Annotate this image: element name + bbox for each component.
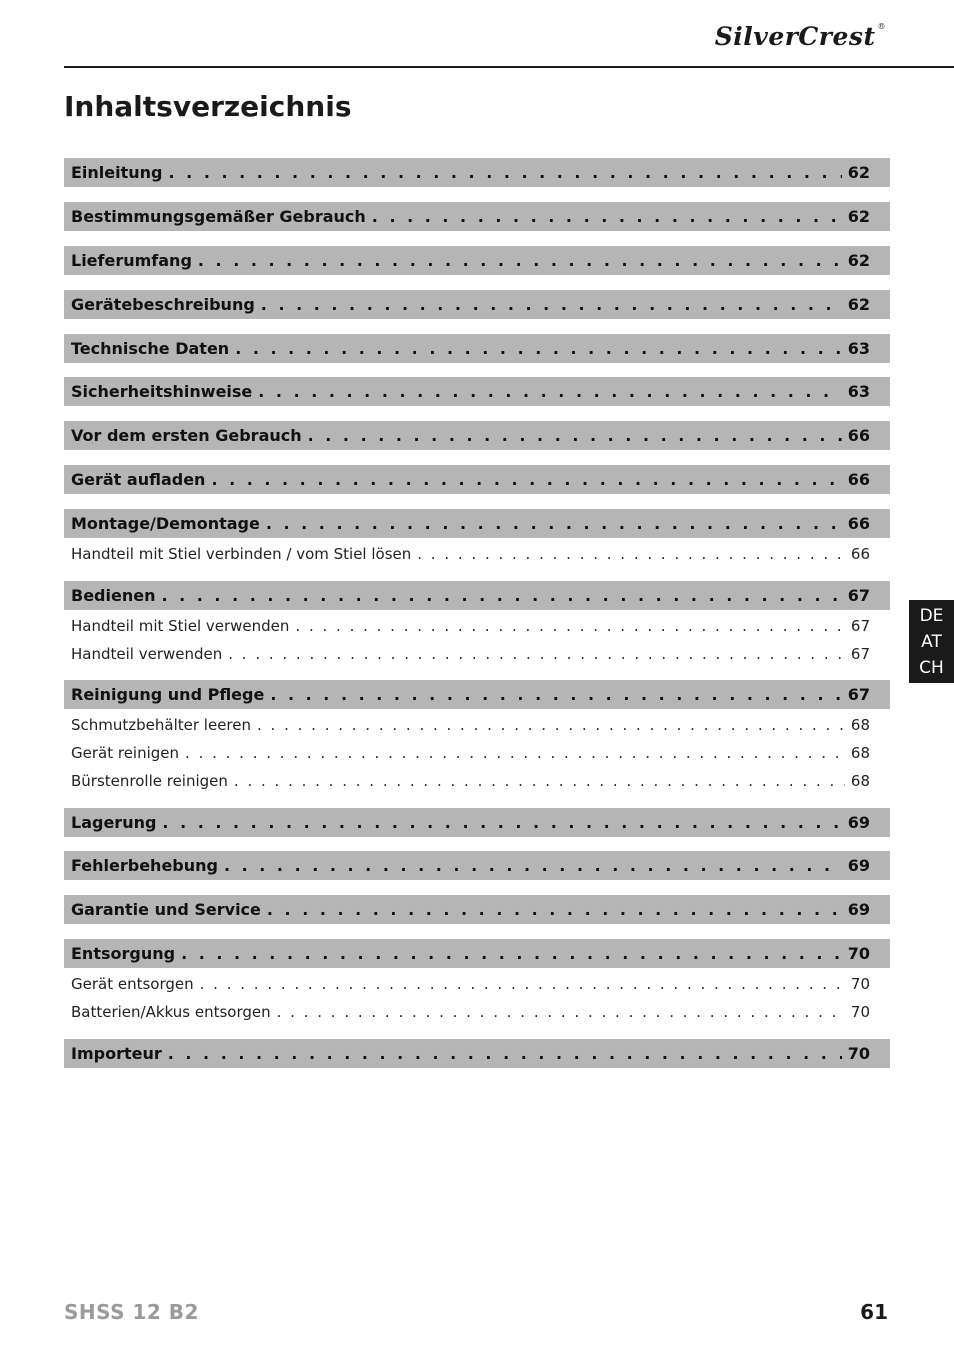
language-at: AT: [921, 631, 942, 652]
toc-section-row: [64, 158, 890, 187]
toc-section-row: [64, 939, 890, 968]
toc-entry-page: 68: [850, 744, 870, 762]
toc-entry-title: Bürstenrolle reinigen: [71, 772, 228, 790]
toc-entry-page: 67: [847, 685, 870, 704]
header-rule: [64, 66, 954, 68]
toc-subsection-row: [64, 769, 890, 793]
toc-leader-dots: [308, 426, 842, 445]
toc-entry-page: 66: [850, 545, 870, 563]
toc-leader-dots: [261, 295, 842, 314]
toc-leader-dots: [258, 382, 841, 401]
toc-leader-dots: [266, 514, 842, 533]
toc-entry-title: Gerät reinigen: [71, 744, 180, 762]
toc-entry-title: Garantie und Service: [71, 900, 261, 919]
toc-entry-page: 67: [850, 645, 870, 663]
toc-entry-page: 70: [850, 975, 870, 993]
toc-entry-title: Entsorgung: [71, 944, 176, 963]
toc-entry-title: Gerätebeschreibung: [71, 295, 255, 314]
toc-section-row: [64, 808, 890, 837]
toc-entry-title: Technische Daten: [71, 339, 230, 358]
toc-entry-page: 66: [847, 514, 870, 533]
toc-section-row: [64, 581, 890, 610]
toc-leader-dots: [235, 339, 842, 358]
toc-entry-title: Importeur: [71, 1044, 162, 1063]
toc-entry-title: Vor dem ersten Gebrauch: [71, 426, 302, 445]
toc-subsection-row: [64, 713, 890, 737]
toc-leader-dots: [211, 470, 841, 489]
toc-entry-title: Handteil mit Stiel verbinden / vom Stiel lösen: [71, 545, 412, 563]
toc-leader-dots: [257, 716, 845, 734]
toc-entry-page: 70: [847, 944, 870, 963]
toc-leader-dots: [200, 975, 845, 993]
toc-entry-title: Gerät entsorgen: [71, 975, 194, 993]
registered-mark: ®: [877, 22, 886, 31]
footer-page-number: 61: [860, 1300, 888, 1324]
toc-entry-page: 70: [847, 1044, 870, 1063]
toc-leader-dots: [181, 944, 842, 963]
toc-entry-title: Bestimmungsgemäßer Gebrauch: [71, 207, 366, 226]
toc-entry-page: 66: [847, 426, 870, 445]
toc-leader-dots: [161, 586, 841, 605]
toc-leader-dots: [372, 207, 842, 226]
language-de: DE: [919, 605, 944, 626]
page-title: Inhaltsverzeichnis: [64, 90, 352, 123]
toc-entry-page: 69: [847, 813, 870, 832]
toc-leader-dots: [267, 900, 842, 919]
toc-entry-title: Lieferumfang: [71, 251, 192, 270]
toc-subsection-row: [64, 972, 890, 996]
toc-entry-page: 68: [850, 716, 870, 734]
toc-subsection-row: [64, 741, 890, 765]
toc-leader-dots: [295, 617, 844, 635]
toc-entry-title: Handteil verwenden: [71, 645, 223, 663]
toc-leader-dots: [270, 685, 841, 704]
toc-entry-page: 63: [847, 339, 870, 358]
toc-entry-page: 69: [847, 900, 870, 919]
toc-entry-title: Schmutzbehälter leeren: [71, 716, 252, 734]
toc-section-row: [64, 202, 890, 231]
toc-leader-dots: [234, 772, 845, 790]
toc-leader-dots: [185, 744, 845, 762]
toc-section-row: [64, 895, 890, 924]
toc-entry-page: 66: [847, 470, 870, 489]
toc-entry-page: 67: [847, 586, 870, 605]
toc-section-row: [64, 465, 890, 494]
toc-entry-title: Gerät aufladen: [71, 470, 206, 489]
language-tab: [909, 600, 954, 683]
toc-leader-dots: [162, 813, 841, 832]
toc-leader-dots: [228, 645, 845, 663]
toc-entry-page: 63: [847, 382, 870, 401]
toc-entry-page: 67: [850, 617, 870, 635]
toc-section-row: [64, 851, 890, 880]
toc-entry-page: 70: [850, 1003, 870, 1021]
toc-entry-title: Montage/Demontage: [71, 514, 260, 533]
toc-section-row: [64, 680, 890, 709]
toc-entry-title: Fehlerbehebung: [71, 856, 218, 875]
toc-leader-dots: [224, 856, 842, 875]
toc-section-row: [64, 509, 890, 538]
toc-leader-dots: [198, 251, 842, 270]
toc-entry-page: 62: [847, 163, 870, 182]
toc-entry-title: Bedienen: [71, 586, 156, 605]
footer-model: SHSS 12 B2: [64, 1300, 199, 1324]
language-ch: CH: [919, 657, 944, 678]
toc-entry-page: 62: [847, 207, 870, 226]
toc-entry-title: Reinigung und Pflege: [71, 685, 265, 704]
toc-section-row: [64, 1039, 890, 1068]
toc-entry-title: Sicherheitshinweise: [71, 382, 253, 401]
toc-section-row: [64, 246, 890, 275]
brand-logo: [715, 22, 886, 51]
toc-section-row: [64, 290, 890, 319]
toc-entry-title: Batterien/Akkus entsorgen: [71, 1003, 271, 1021]
toc-leader-dots: [417, 545, 845, 563]
toc-section-row: [64, 421, 890, 450]
toc-entry-page: 62: [847, 295, 870, 314]
toc-subsection-row: [64, 1000, 890, 1024]
toc-subsection-row: [64, 542, 890, 566]
toc-leader-dots: [169, 163, 842, 182]
toc-entry-page: 68: [850, 772, 870, 790]
toc-section-row: [64, 377, 890, 406]
toc-leader-dots: [277, 1003, 845, 1021]
toc-entry-page: 69: [847, 856, 870, 875]
toc-subsection-row: [64, 614, 890, 638]
toc-entry-title: Handteil mit Stiel verwenden: [71, 617, 290, 635]
toc-section-row: [64, 334, 890, 363]
brand-name: SilverCrest: [714, 22, 876, 51]
toc-entry-page: 62: [847, 251, 870, 270]
toc-leader-dots: [168, 1044, 842, 1063]
toc-entry-title: Lagerung: [71, 813, 157, 832]
toc-subsection-row: [64, 642, 890, 666]
toc-entry-title: Einleitung: [71, 163, 163, 182]
